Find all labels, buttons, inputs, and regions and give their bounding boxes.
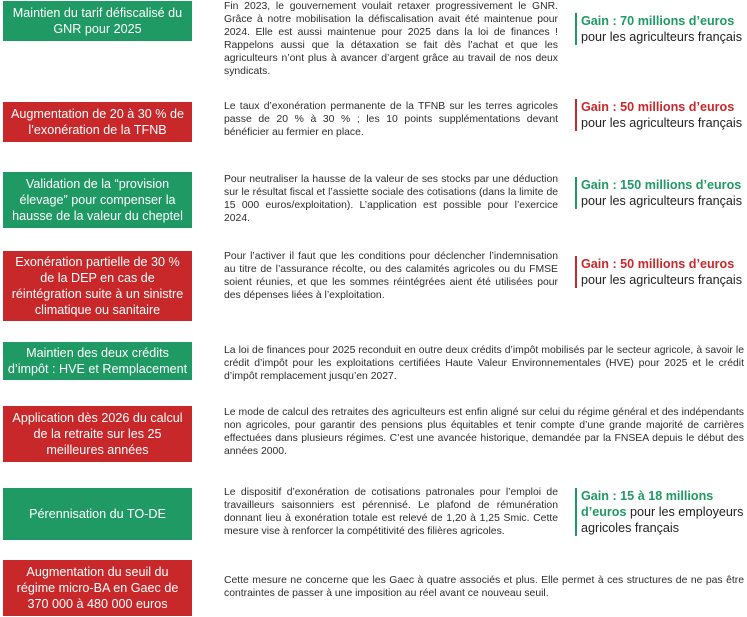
gain-box-dep [575, 256, 745, 288]
gain-box-gnr [575, 13, 745, 45]
gain-amount: Gain : 50 millions d’euros [581, 100, 735, 114]
gain-amount: Gain : 150 millions d’euros [581, 178, 742, 192]
gain-box-to-de [575, 488, 745, 536]
measure-description-gnr: Fin 2023, le gouvernement voulait retaxer progressivement le GNR. Grâce à notre mobilisation la défiscalisation avait été maintenue pour 2024. Elle est aussi maintenue pour 2025 dans la loi de finances ! Rappelons aussi que la détaxation se fait dès l’achat et que les agriculteurs n’ont plus à avancer d’argent grâce au travail de nos deux syndicats. [224, 1, 558, 78]
measure-description-credits-impot: La loi de finances pour 2025 reconduit en outre deux crédits d’impôt mobilisés par le secteur agricole, à savoir le crédit d’impôt pour les exploitations certifiées Haute Valeur Environnementales (HVE) pour 2025 et le crédit d’impôt remplacement jusqu’en 2027. [224, 345, 744, 383]
measure-description-provision-elevage: Pour neutraliser la hausse de la valeur de ses stocks par une déduction sur le résultat fiscal et l’assiette sociale des cotisations (dans la limite de 15 000 euros/exploitation). L’application est possible pour l’exercice 2024. [224, 174, 558, 225]
gain-beneficiary: pour les agriculteurs français [581, 116, 742, 130]
measure-badge-micro-ba: Augmentation du seuil du régime micro-BA en Gaec de 370 000 à 480 000 euros [3, 560, 192, 616]
measure-description-tfnb: Le taux d’exonération permanente de la TFNB sur les terres agricoles passe de 20 % à 30 % ; les 10 points supplémentations devant bénéficier au fermier en place. [224, 101, 558, 139]
measure-badge-dep: Exonération partielle de 30 % de la DEP en cas de réintégration suite à un sinistre climatique ou sanitaire [3, 251, 192, 321]
measure-badge-retraite: Application dès 2026 du calcul de la retraite sur les 25 meilleures années [3, 406, 192, 462]
measure-badge-provision-elevage: Validation de la “provision élevage” pour compenser la hausse de la valeur du cheptel [3, 172, 192, 228]
gain-beneficiary: pour les agriculteurs français [581, 30, 742, 44]
gain-beneficiary: pour les employeurs agricoles français [581, 505, 744, 535]
measure-description-retraite: Le mode de calcul des retraites des agriculteurs est enfin aligné sur celui du régime général et des indépendants non agricoles, pour garantir des pensions plus équitables et tenir compte d’une grande majorité de carrières effectuées dans plusieurs régimes. C’est une avancée historique, demandée par la FNSEA depuis le début des années 2000. [224, 407, 744, 458]
measure-badge-to-de: Pérennisation du TO-DE [3, 488, 192, 540]
measure-description-to-de: Le dispositif d’exonération de cotisations patronales pour l’emploi de travailleurs saisonniers est pérennisé. Le plafond de rémunération donnant lieu à exonération totale est relevé de 1,20 à 1,25 Smic. Cette mesure vise à renforcer la compétitivité des filières agricoles. [224, 487, 558, 538]
measure-badge-gnr: Maintien du tarif défiscalisé du GNR pour 2025 [3, 1, 192, 41]
gain-amount: Gain : 50 millions d’euros [581, 257, 735, 271]
measure-badge-tfnb: Augmentation de 20 à 30 % de l’exonération de la TFNB [3, 102, 192, 142]
measure-description-micro-ba: Cette mesure ne concerne que les Gaec à quatre associés et plus. Elle permet à ces structures de ne pas être contraintes de passer à une imposition au réel avant ce nouveau seuil. [224, 575, 744, 600]
gain-amount: Gain : 15 à 18 millions d’euros [581, 489, 714, 519]
measure-badge-credits-impot: Maintien des deux crédits d’impôt : HVE et Remplacement [3, 342, 192, 380]
gain-box-provision-elevage [575, 177, 745, 209]
gain-beneficiary: pour les agriculteurs français [581, 194, 742, 208]
gain-box-tfnb [575, 99, 745, 131]
gain-beneficiary: pour les agriculteurs français [581, 273, 742, 287]
gain-amount: Gain : 70 millions d’euros [581, 14, 735, 28]
measure-description-dep: Pour l’activer il faut que les conditions pour déclencher l’indemnisation au titre de l’assurance récolte, ou des calamités agricoles ou du FMSE soient réunies, et que les sommes réintégrées aient été utilisées pour des dépenses liées à l’exploitation. [224, 251, 558, 302]
